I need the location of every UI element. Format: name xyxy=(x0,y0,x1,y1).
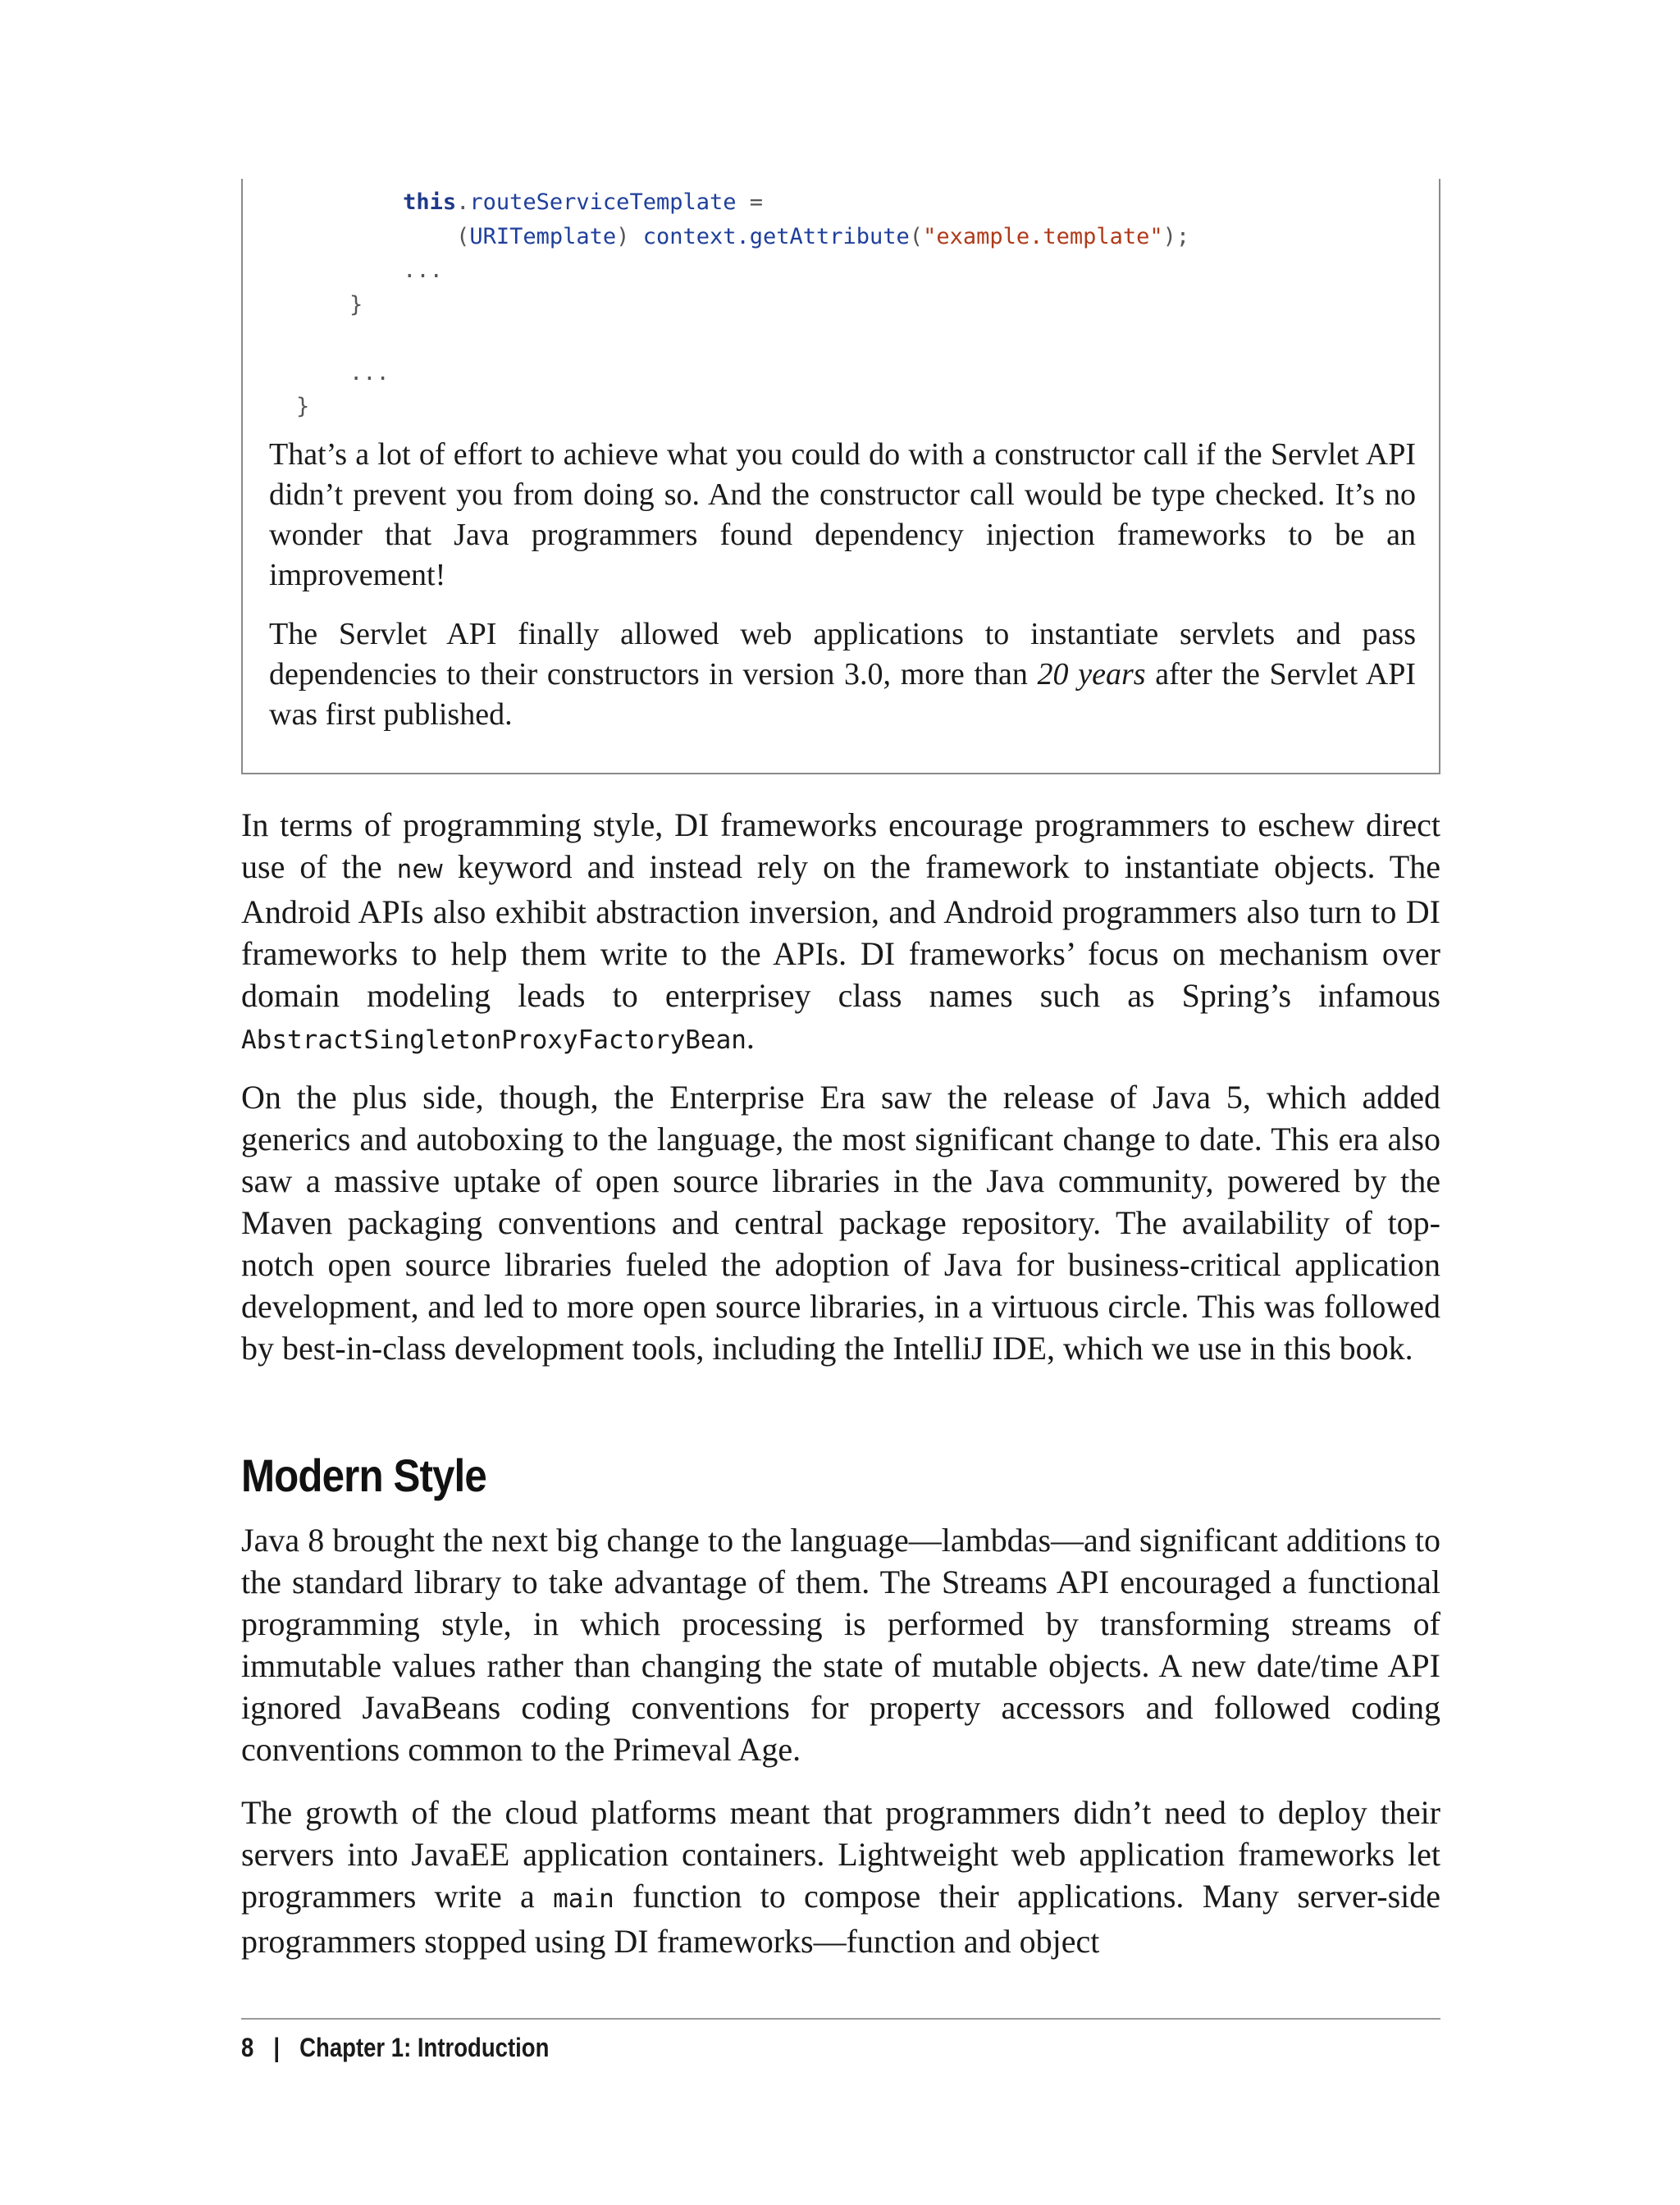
text-run: keyword and instead rely on the framework to instantiate objects. The Android APIs also exhibit abstraction inversion, and Android programmers also turn to DI frameworks to help them write to the APIs. DI frameworks’ focus on mechanism over domain modeling leads to enterprisey class names such as Spring’s infamous xyxy=(241,848,1440,1014)
body-paragraph xyxy=(241,1519,1440,1770)
code-line xyxy=(243,322,1189,356)
footer-separator: | xyxy=(273,2033,281,2062)
text-run: . xyxy=(746,1019,755,1056)
code-line xyxy=(243,185,1189,220)
inline-code: AbstractSingletonProxyFactoryBean xyxy=(241,1025,746,1055)
paragraph-text: On the plus side, though, the Enterprise Era saw the release of Java 5, which added generics and autoboxing to the language, the most significant change to date. This era also saw a massive uptake of open source libraries in the Java community, powered by the Maven packaging conventions and central package repository. The availability of top-notch open source libraries fueled the adoption of Java for business-critical application development, and led to more open source libraries, in a virtuous circle. This was followed by best-in-class development tools, including the IntelliJ IDE, which we use in this book. xyxy=(241,1079,1440,1367)
code-token: ( xyxy=(909,223,924,249)
inline-code: new xyxy=(396,855,443,884)
body-paragraph xyxy=(241,804,1440,1061)
body-paragraph xyxy=(241,1792,1440,1962)
paragraph-text xyxy=(241,804,1440,1061)
code-token: ... xyxy=(349,359,390,386)
code-token: } xyxy=(349,291,363,317)
footer-rule xyxy=(241,2018,1440,2020)
text-run: In terms of programming style, DI frameworks encourage programmers to eschew direct use of the xyxy=(241,806,1440,885)
code-line xyxy=(243,288,1189,322)
code-token: . xyxy=(456,189,470,215)
code-token: ); xyxy=(1162,223,1190,249)
code-token: ) xyxy=(616,223,643,249)
code-token: "example.template" xyxy=(923,223,1163,249)
paragraph-text: Java 8 brought the next big change to the language—lambdas—and significant additions to the standard library to take advantage of them. The Streams API encouraged a functional programming style, in which processing is performed by transforming streams of immutable values rather than changing the state of mutable objects. A new date/time API ignored JavaBeans coding conventions for property accessors and followed coding conventions common to the Primeval Age. xyxy=(241,1522,1440,1768)
text-run: function to compose their applications. Many server-side programmers stopped using DI frameworks—function and object xyxy=(241,1878,1440,1960)
text-run: The growth of the cloud platforms meant that programmers didn’t need to deploy their servers into JavaEE application containers. Lightweight web application frameworks let programmers write a xyxy=(241,1794,1440,1915)
code-token: } xyxy=(296,394,310,419)
paragraph-text xyxy=(241,1792,1440,1962)
sidebar-box xyxy=(241,179,1440,774)
inline-code: main xyxy=(553,1884,614,1914)
sidebar-paragraph-text xyxy=(269,614,1416,735)
code-listing xyxy=(243,185,1189,424)
code-token: ( xyxy=(456,223,470,249)
code-line xyxy=(243,356,1189,390)
code-token: ... xyxy=(403,258,443,283)
sidebar-paragraph xyxy=(269,435,1416,596)
sidebar-paragraph xyxy=(269,614,1416,735)
code-token: this xyxy=(403,189,457,215)
sidebar-paragraph-text: That’s a lot of effort to achieve what you could do with a constructor call if the Servlet API didn’t prevent you from doing so. And the constructor call would be type checked. It’s no wonder that Java programmers found dependency injection frameworks to be an improvement! xyxy=(269,437,1416,592)
section-heading: Modern Style xyxy=(241,1449,486,1501)
code-token: = xyxy=(736,189,763,215)
body-paragraph xyxy=(241,1076,1440,1369)
code-token: routeServiceTemplate xyxy=(469,189,737,215)
chapter-title: Chapter 1: Introduction xyxy=(299,2033,550,2062)
code-token: URITemplate xyxy=(469,223,617,249)
code-token: context.getAttribute xyxy=(642,223,910,249)
emphasis-text: 20 years xyxy=(1037,657,1146,692)
code-line xyxy=(243,253,1189,288)
page-footer xyxy=(241,2031,806,2064)
code-line xyxy=(243,390,1189,424)
text-run: The Servlet API finally allowed web applications to instantiate servlets and pass dependencies to their constructors in version 3.0, more than xyxy=(269,617,1416,692)
text-run: after the Servlet API was first published. xyxy=(269,657,1416,732)
page-number: 8 xyxy=(241,2033,254,2062)
code-line xyxy=(243,220,1189,254)
